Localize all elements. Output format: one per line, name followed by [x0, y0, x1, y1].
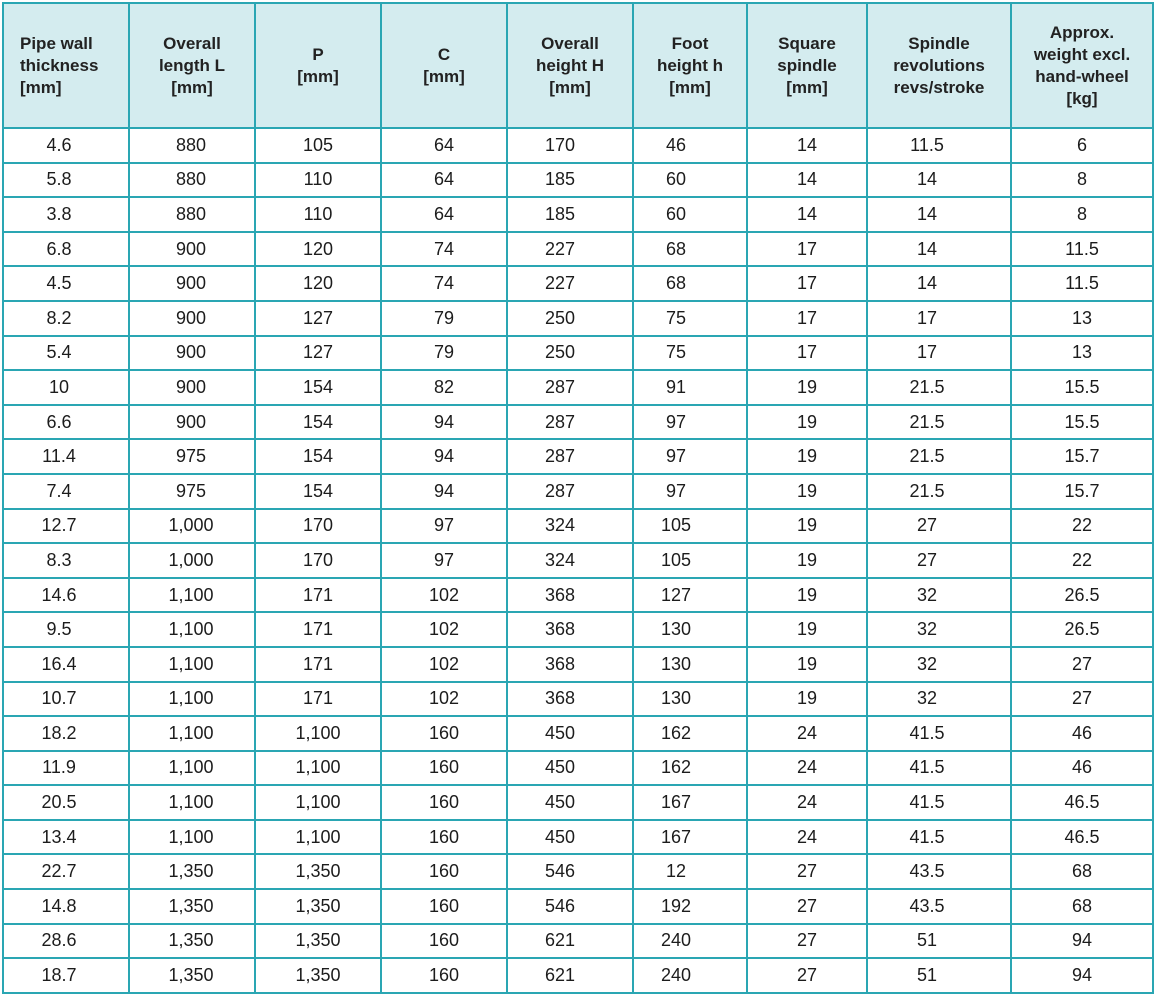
table-cell: 16.4 — [3, 647, 129, 682]
table-cell: 22.7 — [3, 854, 129, 889]
table-cell: 1,100 — [129, 612, 255, 647]
table-cell: 185 — [507, 197, 633, 232]
table-cell: 546 — [507, 889, 633, 924]
table-cell: 17 — [747, 336, 867, 371]
header-pipe-wall-thickness: Pipe wall thickness [mm] — [3, 3, 129, 128]
table-cell: 287 — [507, 474, 633, 509]
table-cell: 27 — [747, 854, 867, 889]
table-cell: 110 — [255, 197, 381, 232]
table-cell: 1,350 — [129, 958, 255, 993]
table-cell: 171 — [255, 647, 381, 682]
table-cell: 75 — [633, 336, 747, 371]
table-cell: 1,350 — [129, 924, 255, 959]
table-cell: 14 — [867, 197, 1011, 232]
table-cell: 26.5 — [1011, 612, 1153, 647]
table-cell: 160 — [381, 820, 507, 855]
table-cell: 14.8 — [3, 889, 129, 924]
table-cell: 74 — [381, 232, 507, 267]
table-cell: 17 — [867, 301, 1011, 336]
table-cell: 5.8 — [3, 163, 129, 198]
table-row — [3, 543, 1153, 578]
table-cell: 28.6 — [3, 924, 129, 959]
table-cell: 11.5 — [1011, 266, 1153, 301]
table-cell: 41.5 — [867, 820, 1011, 855]
table-cell: 1,350 — [129, 854, 255, 889]
table-cell: 7.4 — [3, 474, 129, 509]
table-cell: 68 — [633, 232, 747, 267]
table-cell: 160 — [381, 751, 507, 786]
table-cell: 19 — [747, 682, 867, 717]
table-cell: 105 — [255, 128, 381, 163]
table-cell: 192 — [633, 889, 747, 924]
table-cell: 900 — [129, 336, 255, 371]
table-row — [3, 751, 1153, 786]
table-cell: 1,100 — [129, 578, 255, 613]
table-cell: 19 — [747, 543, 867, 578]
table-row — [3, 716, 1153, 751]
table-cell: 64 — [381, 163, 507, 198]
table-cell: 19 — [747, 370, 867, 405]
table-cell: 1,100 — [255, 820, 381, 855]
table-cell: 68 — [1011, 889, 1153, 924]
table-cell: 18.7 — [3, 958, 129, 993]
table-cell: 32 — [867, 682, 1011, 717]
table-cell: 900 — [129, 266, 255, 301]
header-overall-height: Overall height H [mm] — [507, 3, 633, 128]
table-cell: 79 — [381, 336, 507, 371]
table-row — [3, 958, 1153, 993]
table-cell: 51 — [867, 924, 1011, 959]
header-row — [3, 3, 1153, 128]
table-cell: 4.5 — [3, 266, 129, 301]
table-cell: 227 — [507, 232, 633, 267]
table-cell: 10 — [3, 370, 129, 405]
table-cell: 160 — [381, 889, 507, 924]
table-row — [3, 405, 1153, 440]
table-cell: 170 — [507, 128, 633, 163]
table-cell: 900 — [129, 301, 255, 336]
table-cell: 5.4 — [3, 336, 129, 371]
table-cell: 1,100 — [129, 682, 255, 717]
table-cell: 24 — [747, 785, 867, 820]
table-cell: 97 — [381, 543, 507, 578]
table-cell: 94 — [1011, 958, 1153, 993]
header-square-spindle: Square spindle [mm] — [747, 3, 867, 128]
table-cell: 127 — [255, 301, 381, 336]
table-cell: 1,100 — [129, 716, 255, 751]
table-cell: 900 — [129, 232, 255, 267]
table-cell: 900 — [129, 370, 255, 405]
table-cell: 171 — [255, 682, 381, 717]
table-row — [3, 509, 1153, 544]
table-cell: 17 — [747, 232, 867, 267]
table-cell: 8.2 — [3, 301, 129, 336]
table-cell: 15.7 — [1011, 439, 1153, 474]
table-cell: 20.5 — [3, 785, 129, 820]
table-cell: 11.5 — [1011, 232, 1153, 267]
table-cell: 102 — [381, 682, 507, 717]
table-cell: 1,100 — [129, 751, 255, 786]
table-cell: 8.3 — [3, 543, 129, 578]
table-cell: 170 — [255, 509, 381, 544]
table-cell: 13 — [1011, 301, 1153, 336]
table-cell: 227 — [507, 266, 633, 301]
table-cell: 17 — [747, 301, 867, 336]
table-cell: 287 — [507, 370, 633, 405]
table-cell: 14 — [867, 163, 1011, 198]
table-row — [3, 370, 1153, 405]
table-cell: 97 — [381, 509, 507, 544]
table-cell: 46.5 — [1011, 785, 1153, 820]
table-cell: 1,100 — [255, 751, 381, 786]
table-row — [3, 336, 1153, 371]
table-header — [3, 3, 1153, 128]
table-cell: 74 — [381, 266, 507, 301]
header-p: P [mm] — [255, 3, 381, 128]
table-cell: 19 — [747, 439, 867, 474]
table-cell: 14 — [747, 197, 867, 232]
header-approx-weight: Approx. weight excl. hand-wheel [kg] — [1011, 3, 1153, 128]
table-cell: 130 — [633, 647, 747, 682]
table-cell: 97 — [633, 405, 747, 440]
table-cell: 102 — [381, 578, 507, 613]
table-cell: 975 — [129, 439, 255, 474]
table-cell: 250 — [507, 301, 633, 336]
table-cell: 46 — [1011, 751, 1153, 786]
table-cell: 94 — [381, 405, 507, 440]
table-cell: 27 — [747, 889, 867, 924]
table-cell: 621 — [507, 958, 633, 993]
table-cell: 24 — [747, 751, 867, 786]
spec-table — [2, 2, 1154, 994]
table-cell: 287 — [507, 405, 633, 440]
table-row — [3, 232, 1153, 267]
table-cell: 21.5 — [867, 370, 1011, 405]
table-cell: 26.5 — [1011, 578, 1153, 613]
table-cell: 79 — [381, 301, 507, 336]
table-cell: 14 — [867, 266, 1011, 301]
table-cell: 75 — [633, 301, 747, 336]
table-cell: 41.5 — [867, 751, 1011, 786]
table-cell: 1,350 — [129, 889, 255, 924]
table-cell: 11.5 — [867, 128, 1011, 163]
table-cell: 450 — [507, 751, 633, 786]
table-cell: 880 — [129, 128, 255, 163]
table-cell: 21.5 — [867, 439, 1011, 474]
table-cell: 27 — [747, 958, 867, 993]
table-row — [3, 924, 1153, 959]
table-cell: 8 — [1011, 163, 1153, 198]
table-cell: 8 — [1011, 197, 1153, 232]
table-cell: 160 — [381, 854, 507, 889]
table-row — [3, 612, 1153, 647]
table-cell: 24 — [747, 716, 867, 751]
table-cell: 43.5 — [867, 889, 1011, 924]
table-cell: 19 — [747, 474, 867, 509]
table-cell: 12.7 — [3, 509, 129, 544]
table-cell: 1,350 — [255, 889, 381, 924]
table-cell: 880 — [129, 197, 255, 232]
table-cell: 130 — [633, 612, 747, 647]
table-cell: 13 — [1011, 336, 1153, 371]
table-cell: 27 — [867, 509, 1011, 544]
table-cell: 3.8 — [3, 197, 129, 232]
table-cell: 15.5 — [1011, 370, 1153, 405]
table-cell: 11.9 — [3, 751, 129, 786]
table-cell: 14 — [747, 163, 867, 198]
table-cell: 127 — [633, 578, 747, 613]
table-cell: 110 — [255, 163, 381, 198]
table-cell: 130 — [633, 682, 747, 717]
table-row — [3, 163, 1153, 198]
table-cell: 162 — [633, 716, 747, 751]
table-cell: 19 — [747, 509, 867, 544]
table-cell: 19 — [747, 405, 867, 440]
table-cell: 13.4 — [3, 820, 129, 855]
table-row — [3, 266, 1153, 301]
header-c: C [mm] — [381, 3, 507, 128]
table-cell: 1,100 — [129, 647, 255, 682]
table-cell: 1,000 — [129, 543, 255, 578]
table-cell: 64 — [381, 128, 507, 163]
table-cell: 94 — [1011, 924, 1153, 959]
table-cell: 1,350 — [255, 854, 381, 889]
table-cell: 1,350 — [255, 924, 381, 959]
table-cell: 9.5 — [3, 612, 129, 647]
table-cell: 68 — [1011, 854, 1153, 889]
table-cell: 14 — [867, 232, 1011, 267]
table-cell: 14 — [747, 128, 867, 163]
table-cell: 154 — [255, 474, 381, 509]
table-cell: 68 — [633, 266, 747, 301]
table-cell: 4.6 — [3, 128, 129, 163]
table-row — [3, 197, 1153, 232]
table-cell: 60 — [633, 163, 747, 198]
table-cell: 546 — [507, 854, 633, 889]
table-cell: 167 — [633, 785, 747, 820]
table-cell: 17 — [867, 336, 1011, 371]
table-cell: 167 — [633, 820, 747, 855]
table-cell: 94 — [381, 439, 507, 474]
table-cell: 162 — [633, 751, 747, 786]
table-cell: 102 — [381, 612, 507, 647]
table-cell: 154 — [255, 405, 381, 440]
table-cell: 91 — [633, 370, 747, 405]
table-row — [3, 647, 1153, 682]
table-cell: 1,100 — [129, 820, 255, 855]
table-cell: 185 — [507, 163, 633, 198]
table-cell: 6.8 — [3, 232, 129, 267]
table-cell: 14.6 — [3, 578, 129, 613]
table-cell: 450 — [507, 785, 633, 820]
table-cell: 1,000 — [129, 509, 255, 544]
table-cell: 160 — [381, 785, 507, 820]
table-cell: 880 — [129, 163, 255, 198]
table-cell: 94 — [381, 474, 507, 509]
table-cell: 21.5 — [867, 405, 1011, 440]
table-cell: 6.6 — [3, 405, 129, 440]
table-row — [3, 889, 1153, 924]
table-cell: 46.5 — [1011, 820, 1153, 855]
table-cell: 97 — [633, 439, 747, 474]
table-cell: 43.5 — [867, 854, 1011, 889]
table-cell: 105 — [633, 509, 747, 544]
table-cell: 41.5 — [867, 785, 1011, 820]
table-cell: 240 — [633, 924, 747, 959]
table-cell: 171 — [255, 578, 381, 613]
table-row — [3, 820, 1153, 855]
table-cell: 160 — [381, 924, 507, 959]
table-cell: 120 — [255, 232, 381, 267]
table-cell: 15.5 — [1011, 405, 1153, 440]
table-cell: 1,100 — [129, 785, 255, 820]
table-cell: 27 — [747, 924, 867, 959]
table-cell: 18.2 — [3, 716, 129, 751]
table-cell: 1,100 — [255, 785, 381, 820]
table-cell: 11.4 — [3, 439, 129, 474]
header-spindle-revolutions: Spindle revolutions revs/stroke — [867, 3, 1011, 128]
table-cell: 51 — [867, 958, 1011, 993]
table-cell: 170 — [255, 543, 381, 578]
table-cell: 171 — [255, 612, 381, 647]
table-cell: 19 — [747, 647, 867, 682]
table-row — [3, 474, 1153, 509]
table-cell: 41.5 — [867, 716, 1011, 751]
table-cell: 621 — [507, 924, 633, 959]
table-row — [3, 854, 1153, 889]
table-cell: 127 — [255, 336, 381, 371]
table-cell: 24 — [747, 820, 867, 855]
table-cell: 97 — [633, 474, 747, 509]
table-cell: 17 — [747, 266, 867, 301]
table-cell: 1,100 — [255, 716, 381, 751]
table-body — [3, 128, 1153, 993]
table-cell: 120 — [255, 266, 381, 301]
table-cell: 324 — [507, 543, 633, 578]
table-cell: 15.7 — [1011, 474, 1153, 509]
table-cell: 160 — [381, 958, 507, 993]
table-cell: 10.7 — [3, 682, 129, 717]
table-cell: 450 — [507, 820, 633, 855]
table-cell: 27 — [1011, 647, 1153, 682]
table-cell: 368 — [507, 578, 633, 613]
table-cell: 324 — [507, 509, 633, 544]
table-row — [3, 682, 1153, 717]
table-cell: 12 — [633, 854, 747, 889]
table-cell: 32 — [867, 578, 1011, 613]
table-cell: 21.5 — [867, 474, 1011, 509]
table-cell: 27 — [1011, 682, 1153, 717]
table-cell: 64 — [381, 197, 507, 232]
table-cell: 154 — [255, 439, 381, 474]
table-cell: 22 — [1011, 543, 1153, 578]
table-cell: 46 — [633, 128, 747, 163]
table-cell: 32 — [867, 647, 1011, 682]
table-cell: 240 — [633, 958, 747, 993]
table-cell: 19 — [747, 612, 867, 647]
table-cell: 160 — [381, 716, 507, 751]
table-cell: 900 — [129, 405, 255, 440]
table-cell: 46 — [1011, 716, 1153, 751]
table-row — [3, 578, 1153, 613]
table-cell: 27 — [867, 543, 1011, 578]
table-cell: 368 — [507, 682, 633, 717]
table-cell: 250 — [507, 336, 633, 371]
header-overall-length: Overall length L [mm] — [129, 3, 255, 128]
table-cell: 105 — [633, 543, 747, 578]
table-row — [3, 301, 1153, 336]
table-cell: 60 — [633, 197, 747, 232]
table-cell: 975 — [129, 474, 255, 509]
table-row — [3, 439, 1153, 474]
table-cell: 102 — [381, 647, 507, 682]
table-cell: 6 — [1011, 128, 1153, 163]
table-cell: 1,350 — [255, 958, 381, 993]
table-cell: 82 — [381, 370, 507, 405]
table-cell: 368 — [507, 647, 633, 682]
table-cell: 154 — [255, 370, 381, 405]
table-cell: 22 — [1011, 509, 1153, 544]
table-cell: 19 — [747, 578, 867, 613]
table-row — [3, 128, 1153, 163]
header-foot-height: Foot height h [mm] — [633, 3, 747, 128]
table-cell: 368 — [507, 612, 633, 647]
table-cell: 450 — [507, 716, 633, 751]
table-cell: 32 — [867, 612, 1011, 647]
table-row — [3, 785, 1153, 820]
table-cell: 287 — [507, 439, 633, 474]
